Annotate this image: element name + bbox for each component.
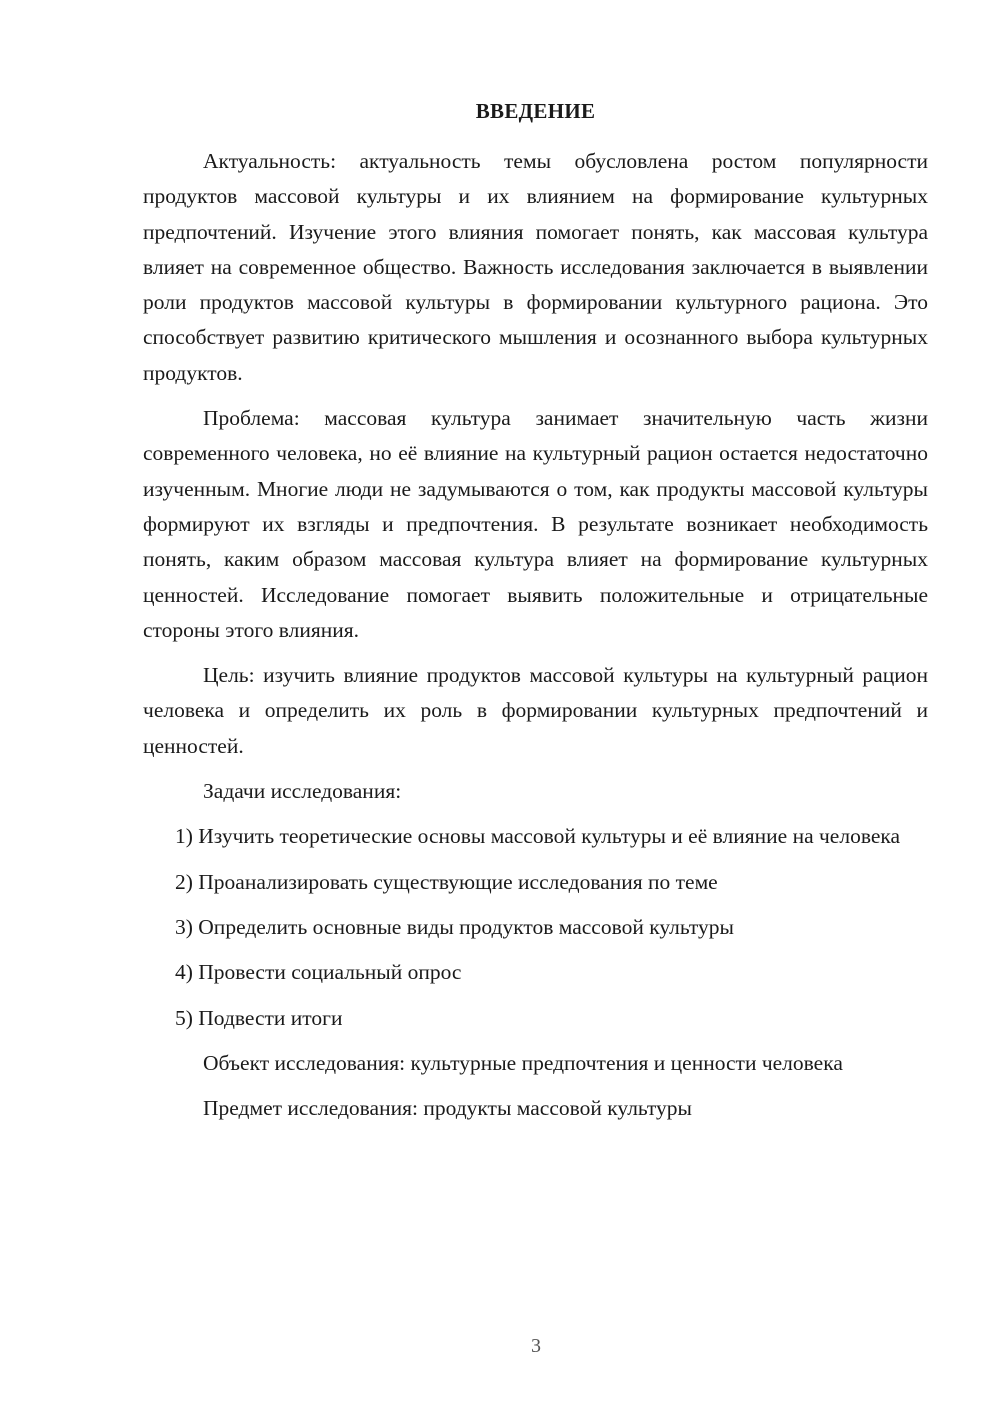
list-item: 4) Провести социальный опрос [175,960,462,985]
list-item: 3) Определить основные виды продуктов массовой культуры [175,914,734,939]
tasks-heading: Задачи исследования: [203,779,402,804]
paragraph-relevance: Актуальность: актуальность темы обусловлена ростом популярности продуктов массовой культуры и их влиянием на формирование культурных предпочтений. Изучение этого влияния помогает понять, как массовая культура влияет на современное общество. Важность исследования заключается в выявлении роли продуктов массовой культуры в формировании культурного рациона. Это способствует развитию критического мышления и осознанного выбора культурных продуктов. [143,149,928,385]
paragraph-subject: Предмет исследования: продукты массовой культуры [203,1096,692,1121]
paragraph-object: Объект исследования: культурные предпочтения и ценности человека [203,1050,843,1075]
tasks-list [143,819,928,1035]
page-title: ВВЕДЕНИЕ [475,99,596,123]
page-number: 3 [531,1335,541,1357]
paragraph-problem: Проблема: массовая культура занимает значительную часть жизни современного человека, но её влияние на культурный рацион остается недостаточно изученным. Многие люди не задумываются о том, как продукты массовой культуры формируют их взгляды и предпочтения. В результате возникает необходимость понять, каким образом массовая культура влияет на формирование культурных ценностей. Исследование помогает выявить положительные и отрицательные стороны этого влияния. [143,406,928,642]
paragraph-goal: Цель: изучить влияние продуктов массовой культуры на культурный рацион человека и определить их роль в формировании культурных предпочтений и ценностей. [143,663,928,758]
list-item: 5) Подвести итоги [175,1005,343,1030]
list-item: 1) Изучить теоретические основы массовой культуры и её влияние на человека [175,824,901,849]
document-page [143,96,928,1136]
list-item: 2) Проанализировать существующие исследования по теме [175,869,718,894]
